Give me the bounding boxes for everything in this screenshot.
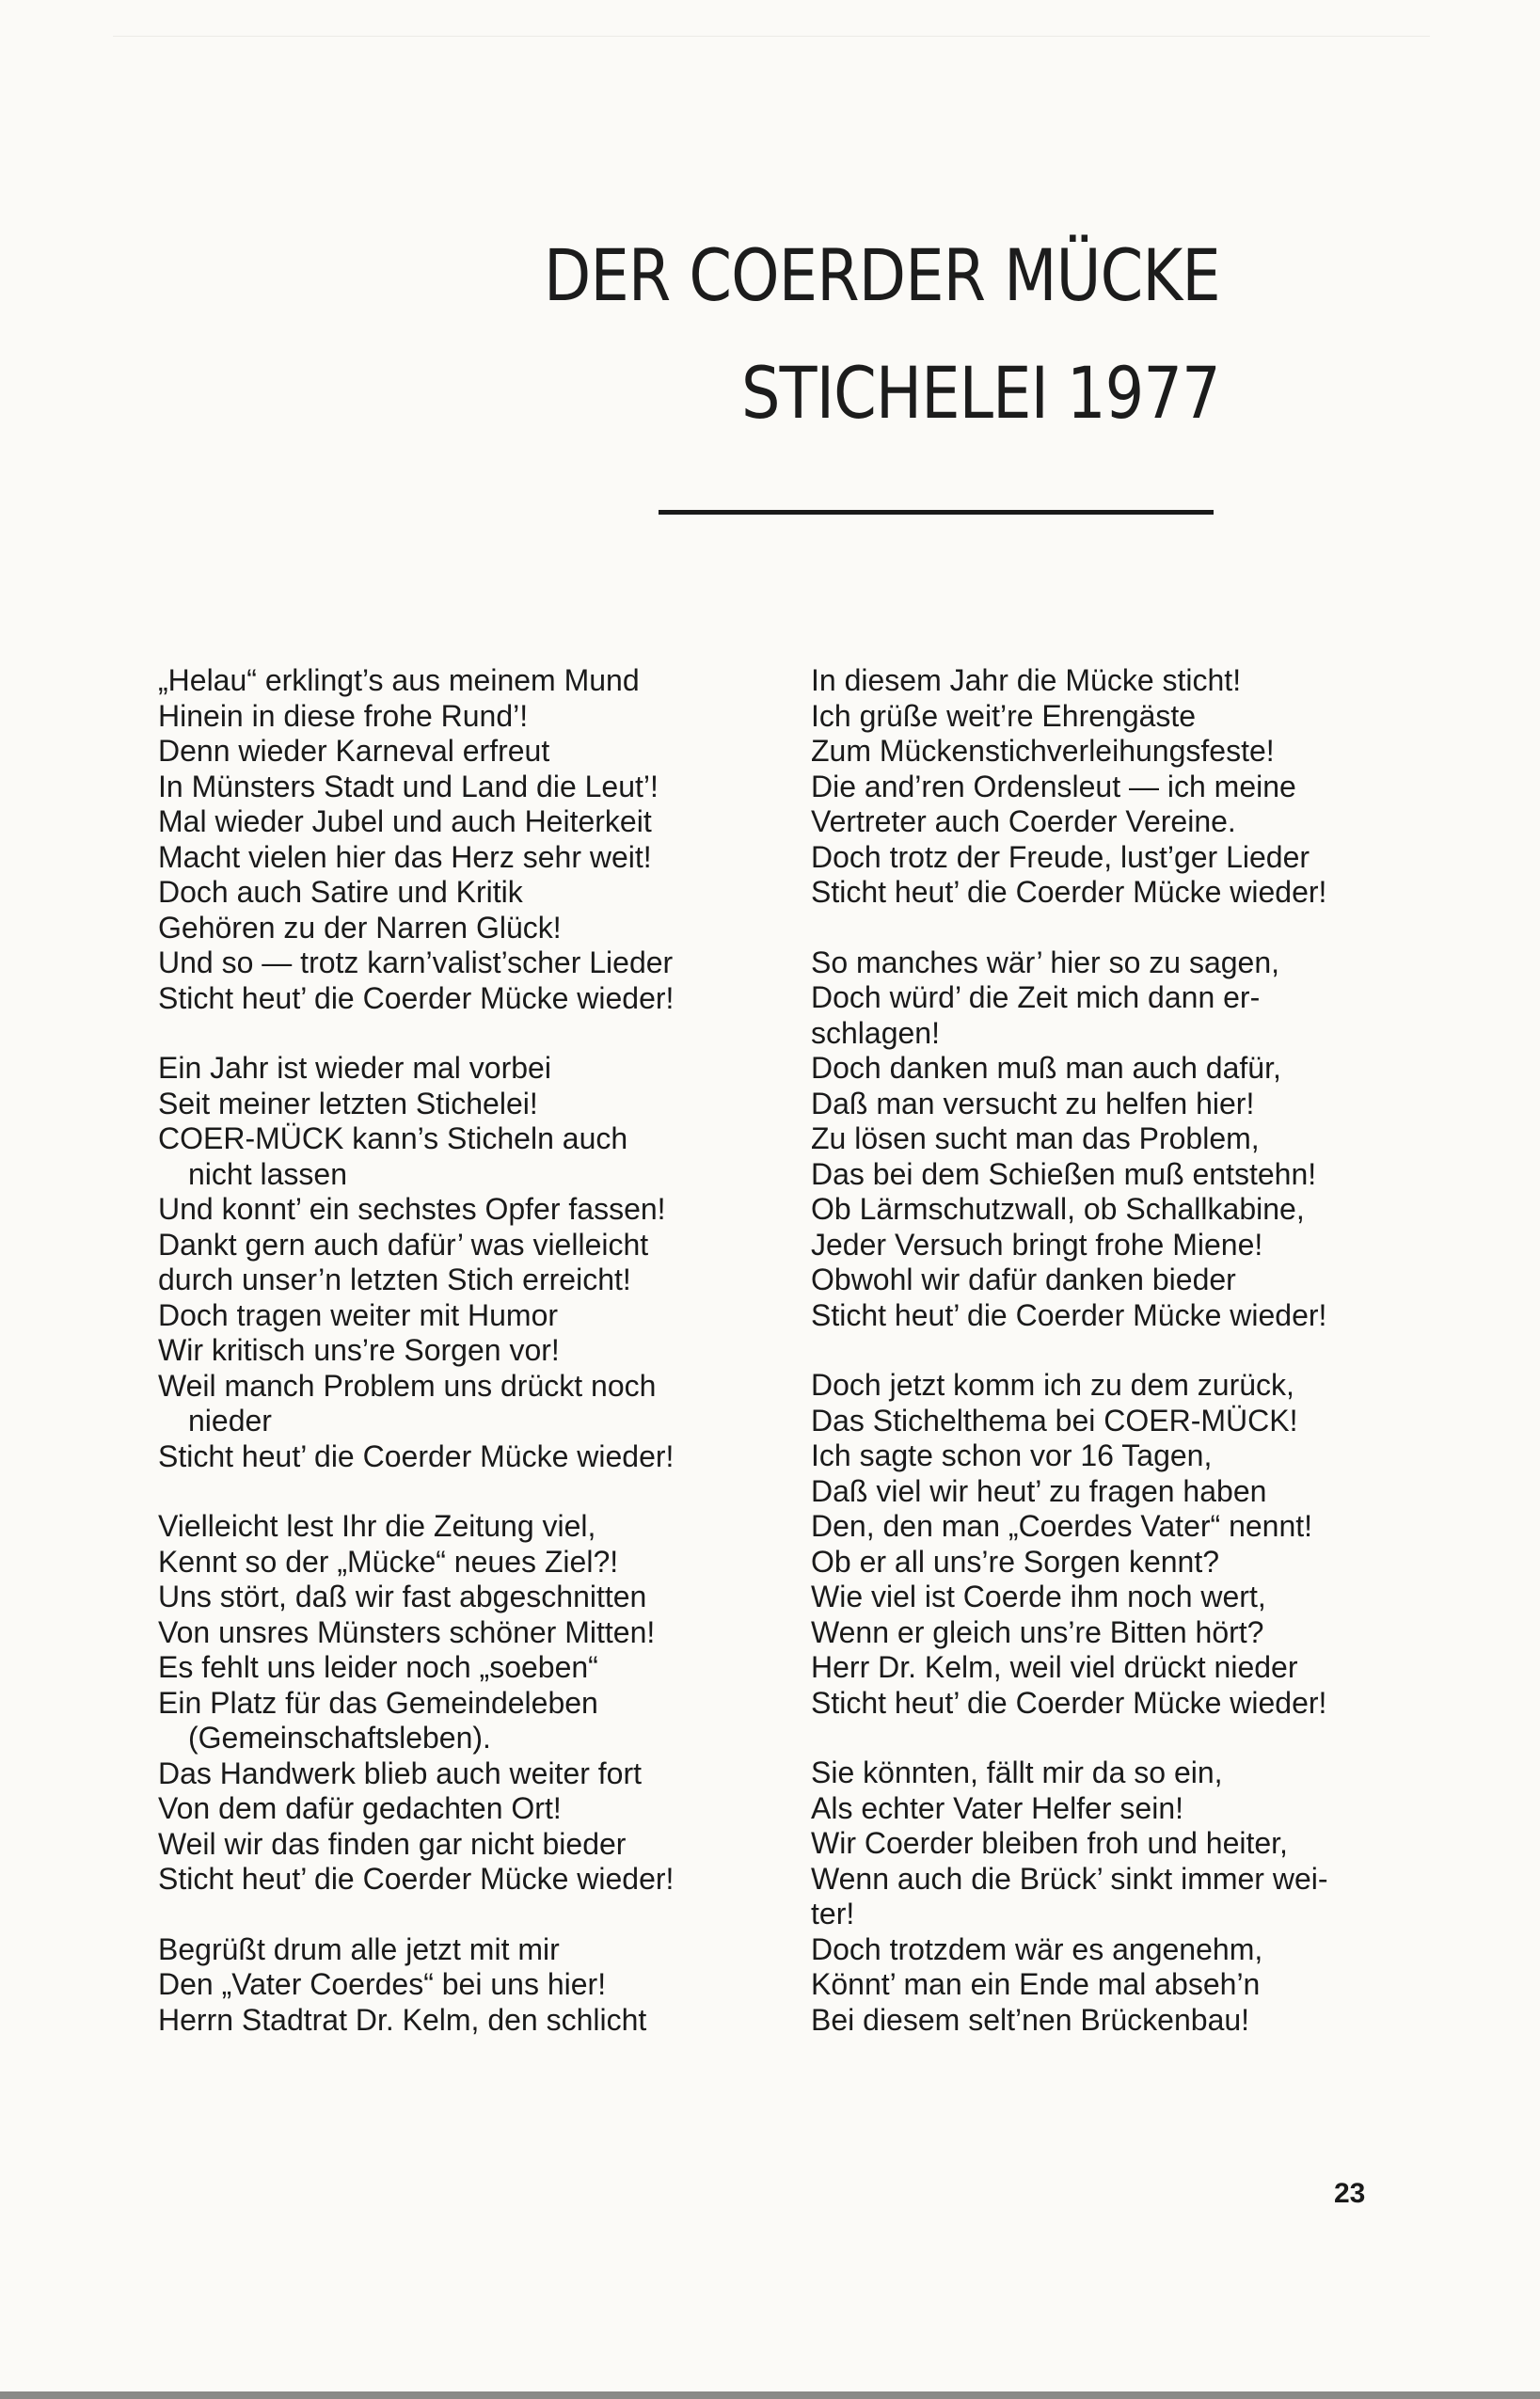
poem-line: Doch tragen weiter mit Humor xyxy=(158,1297,559,1332)
poem-line: Als echter Vater Helfer sein! xyxy=(811,1790,1184,1825)
scan-bottom-edge xyxy=(0,2391,1540,2399)
poem-line: Das bei dem Schießen muß entstehn! xyxy=(811,1156,1317,1191)
poem-line: So manches wär’ hier so zu sagen, xyxy=(811,945,1280,979)
poem-line: Doch jetzt komm ich zu dem zurück, xyxy=(811,1368,1294,1402)
poem-line: Doch würd’ die Zeit mich dann er- xyxy=(811,980,1261,1014)
poem-line: Wir kritisch uns’re Sorgen vor! xyxy=(158,1333,560,1367)
stanza xyxy=(158,663,760,1016)
poem-line: Macht vielen hier das Herz sehr weit! xyxy=(158,839,652,874)
poem-line: Hinein in diese frohe Rund’! xyxy=(158,698,529,733)
poem-line: Wie viel ist Coerde ihm noch wert, xyxy=(811,1580,1266,1613)
poem-line: Sticht heut’ die Coerder Mücke wieder! xyxy=(811,875,1327,909)
poem-line: Und so — trotz karn’valist’scher Lieder xyxy=(158,945,674,979)
poem-line: Weil manch Problem uns drückt noch xyxy=(158,1368,657,1403)
poem-line: Ich grüße weit’re Ehrengäste xyxy=(811,698,1197,733)
poem-column-right xyxy=(811,663,1422,2073)
poem-line: ter! xyxy=(811,1897,855,1930)
poem-line: schlagen! xyxy=(811,1015,940,1050)
poem-line: Das Handwerk blieb auch weiter fort xyxy=(158,1756,643,1790)
poem-line: Doch trotzdem wär es angenehm, xyxy=(811,1931,1263,1966)
poem-line: Sticht heut’ die Coerder Mücke wieder! xyxy=(811,1685,1327,1720)
poem-line: Bei diesem selt’nen Brückenbau! xyxy=(811,2002,1250,2037)
scan-edge-line xyxy=(113,36,1430,37)
page-title xyxy=(544,216,1220,452)
poem-line: Vertreter auch Coerder Vereine. xyxy=(811,804,1236,838)
poem-line: Den, den man „Coerdes Vater“ nennt! xyxy=(811,1509,1313,1543)
poem-line: Den „Vater Coerdes“ bei uns hier! xyxy=(158,1967,607,2001)
poem-line: Weil wir das finden gar nicht bieder xyxy=(158,1826,627,1861)
poem-line: Denn wieder Karneval erfreut xyxy=(158,734,550,768)
title-line-2: STICHELEI 1977 xyxy=(741,351,1220,435)
poem-line: nicht lassen xyxy=(188,1156,347,1191)
poem-line: Vielleicht lest Ihr die Zeitung viel, xyxy=(158,1509,596,1543)
poem-line: Wenn auch die Brück’ sinkt immer wei- xyxy=(811,1861,1328,1896)
poem-line: Sticht heut’ die Coerder Mücke wieder! xyxy=(158,980,675,1015)
poem-line: Ein Jahr ist wieder mal vorbei xyxy=(158,1051,551,1085)
stanza xyxy=(158,1932,760,2039)
poem-line: Sticht heut’ die Coerder Mücke wieder! xyxy=(158,1862,675,1896)
poem-line: Daß man versucht zu helfen hier! xyxy=(811,1086,1255,1120)
poem-line: Zu lösen sucht man das Problem, xyxy=(811,1121,1260,1155)
poem-line: Sticht heut’ die Coerder Mücke wieder! xyxy=(158,1438,675,1473)
poem-line: Doch danken muß man auch dafür, xyxy=(811,1051,1281,1085)
poem-line: Dankt gern auch dafür’ was vielleicht xyxy=(158,1227,649,1262)
poem-line: Doch auch Satire und Kritik xyxy=(158,875,523,909)
poem-line: Daß viel wir heut’ zu fragen haben xyxy=(811,1473,1267,1508)
poem-line: nieder xyxy=(188,1404,272,1438)
stanza xyxy=(811,1756,1422,2038)
poem-line: „Helau“ erklingt’s aus meinem Mund xyxy=(158,663,640,697)
poem-line: Kennt so der „Mücke“ neues Ziel?! xyxy=(158,1544,619,1579)
poem-line: Begrüßt drum alle jetzt mit mir xyxy=(158,1931,560,1966)
poem-line: Von dem dafür gedachten Ort! xyxy=(158,1791,562,1825)
poem-line: Das Stichelthema bei COER-MÜCK! xyxy=(811,1403,1298,1438)
poem-line: Herr Dr. Kelm, weil viel drückt nieder xyxy=(811,1650,1298,1684)
poem-line: Doch trotz der Freude, lust’ger Lieder xyxy=(811,839,1310,874)
poem-line: durch unser’n letzten Stich erreicht! xyxy=(158,1263,631,1296)
poem-line: Ob Lärmschutzwall, ob Schallkabine, xyxy=(811,1192,1305,1226)
poem-line: Sticht heut’ die Coerder Mücke wieder! xyxy=(811,1297,1327,1332)
title-line-1: DER COERDER MÜCKE xyxy=(544,233,1220,317)
stanza xyxy=(811,663,1422,911)
poem-line: Wir Coerder bleiben froh und heiter, xyxy=(811,1826,1288,1860)
stanza xyxy=(811,1368,1422,1721)
poem-line: Seit meiner letzten Stichelei! xyxy=(158,1086,538,1120)
poem-line: Es fehlt uns leider noch „soeben“ xyxy=(158,1650,598,1684)
stanza xyxy=(811,945,1422,1334)
stanza xyxy=(158,1509,760,1898)
poem-column-left xyxy=(158,663,760,2073)
title-divider xyxy=(659,510,1214,515)
poem-line: Sie könnten, fällt mir da so ein, xyxy=(811,1756,1223,1789)
poem-line: Wenn er gleich uns’re Bitten hört? xyxy=(811,1614,1264,1649)
poem-line: Zum Mückenstichverleihungsfeste! xyxy=(811,734,1275,768)
poem-line: Ob er all uns’re Sorgen kennt? xyxy=(811,1544,1220,1579)
poem-line: Herrn Stadtrat Dr. Kelm, den schlicht xyxy=(158,2002,647,2037)
poem-line: Ich sagte schon vor 16 Tagen, xyxy=(811,1438,1213,1472)
poem-line: Obwohl wir dafür danken bieder xyxy=(811,1263,1236,1296)
page-number: 23 xyxy=(1334,2178,1366,2209)
poem-line: Ein Platz für das Gemeindeleben xyxy=(158,1685,598,1720)
poem-line: Mal wieder Jubel und auch Heiterkeit xyxy=(158,804,652,838)
poem-line: Von unsres Münsters schöner Mitten! xyxy=(158,1614,656,1649)
poem-line: In Münsters Stadt und Land die Leut’! xyxy=(158,769,659,803)
poem-line: Uns stört, daß wir fast abgeschnitten xyxy=(158,1580,647,1613)
poem-line: Gehören zu der Narren Glück! xyxy=(158,910,562,945)
poem-line: Könnt’ man ein Ende mal abseh’n xyxy=(811,1967,1261,2001)
poem-line: Und konnt’ ein sechstes Opfer fassen! xyxy=(158,1192,666,1226)
stanza xyxy=(158,1051,760,1474)
poem-line: COER-MÜCK kann’s Sticheln auch xyxy=(158,1121,628,1155)
poem-line: In diesem Jahr die Mücke sticht! xyxy=(811,663,1242,697)
poem-line: (Gemeinschaftsleben). xyxy=(188,1721,491,1755)
poem-line: Die and’ren Ordensleut — ich meine xyxy=(811,769,1296,803)
poem-line: Jeder Versuch bringt frohe Miene! xyxy=(811,1227,1263,1262)
